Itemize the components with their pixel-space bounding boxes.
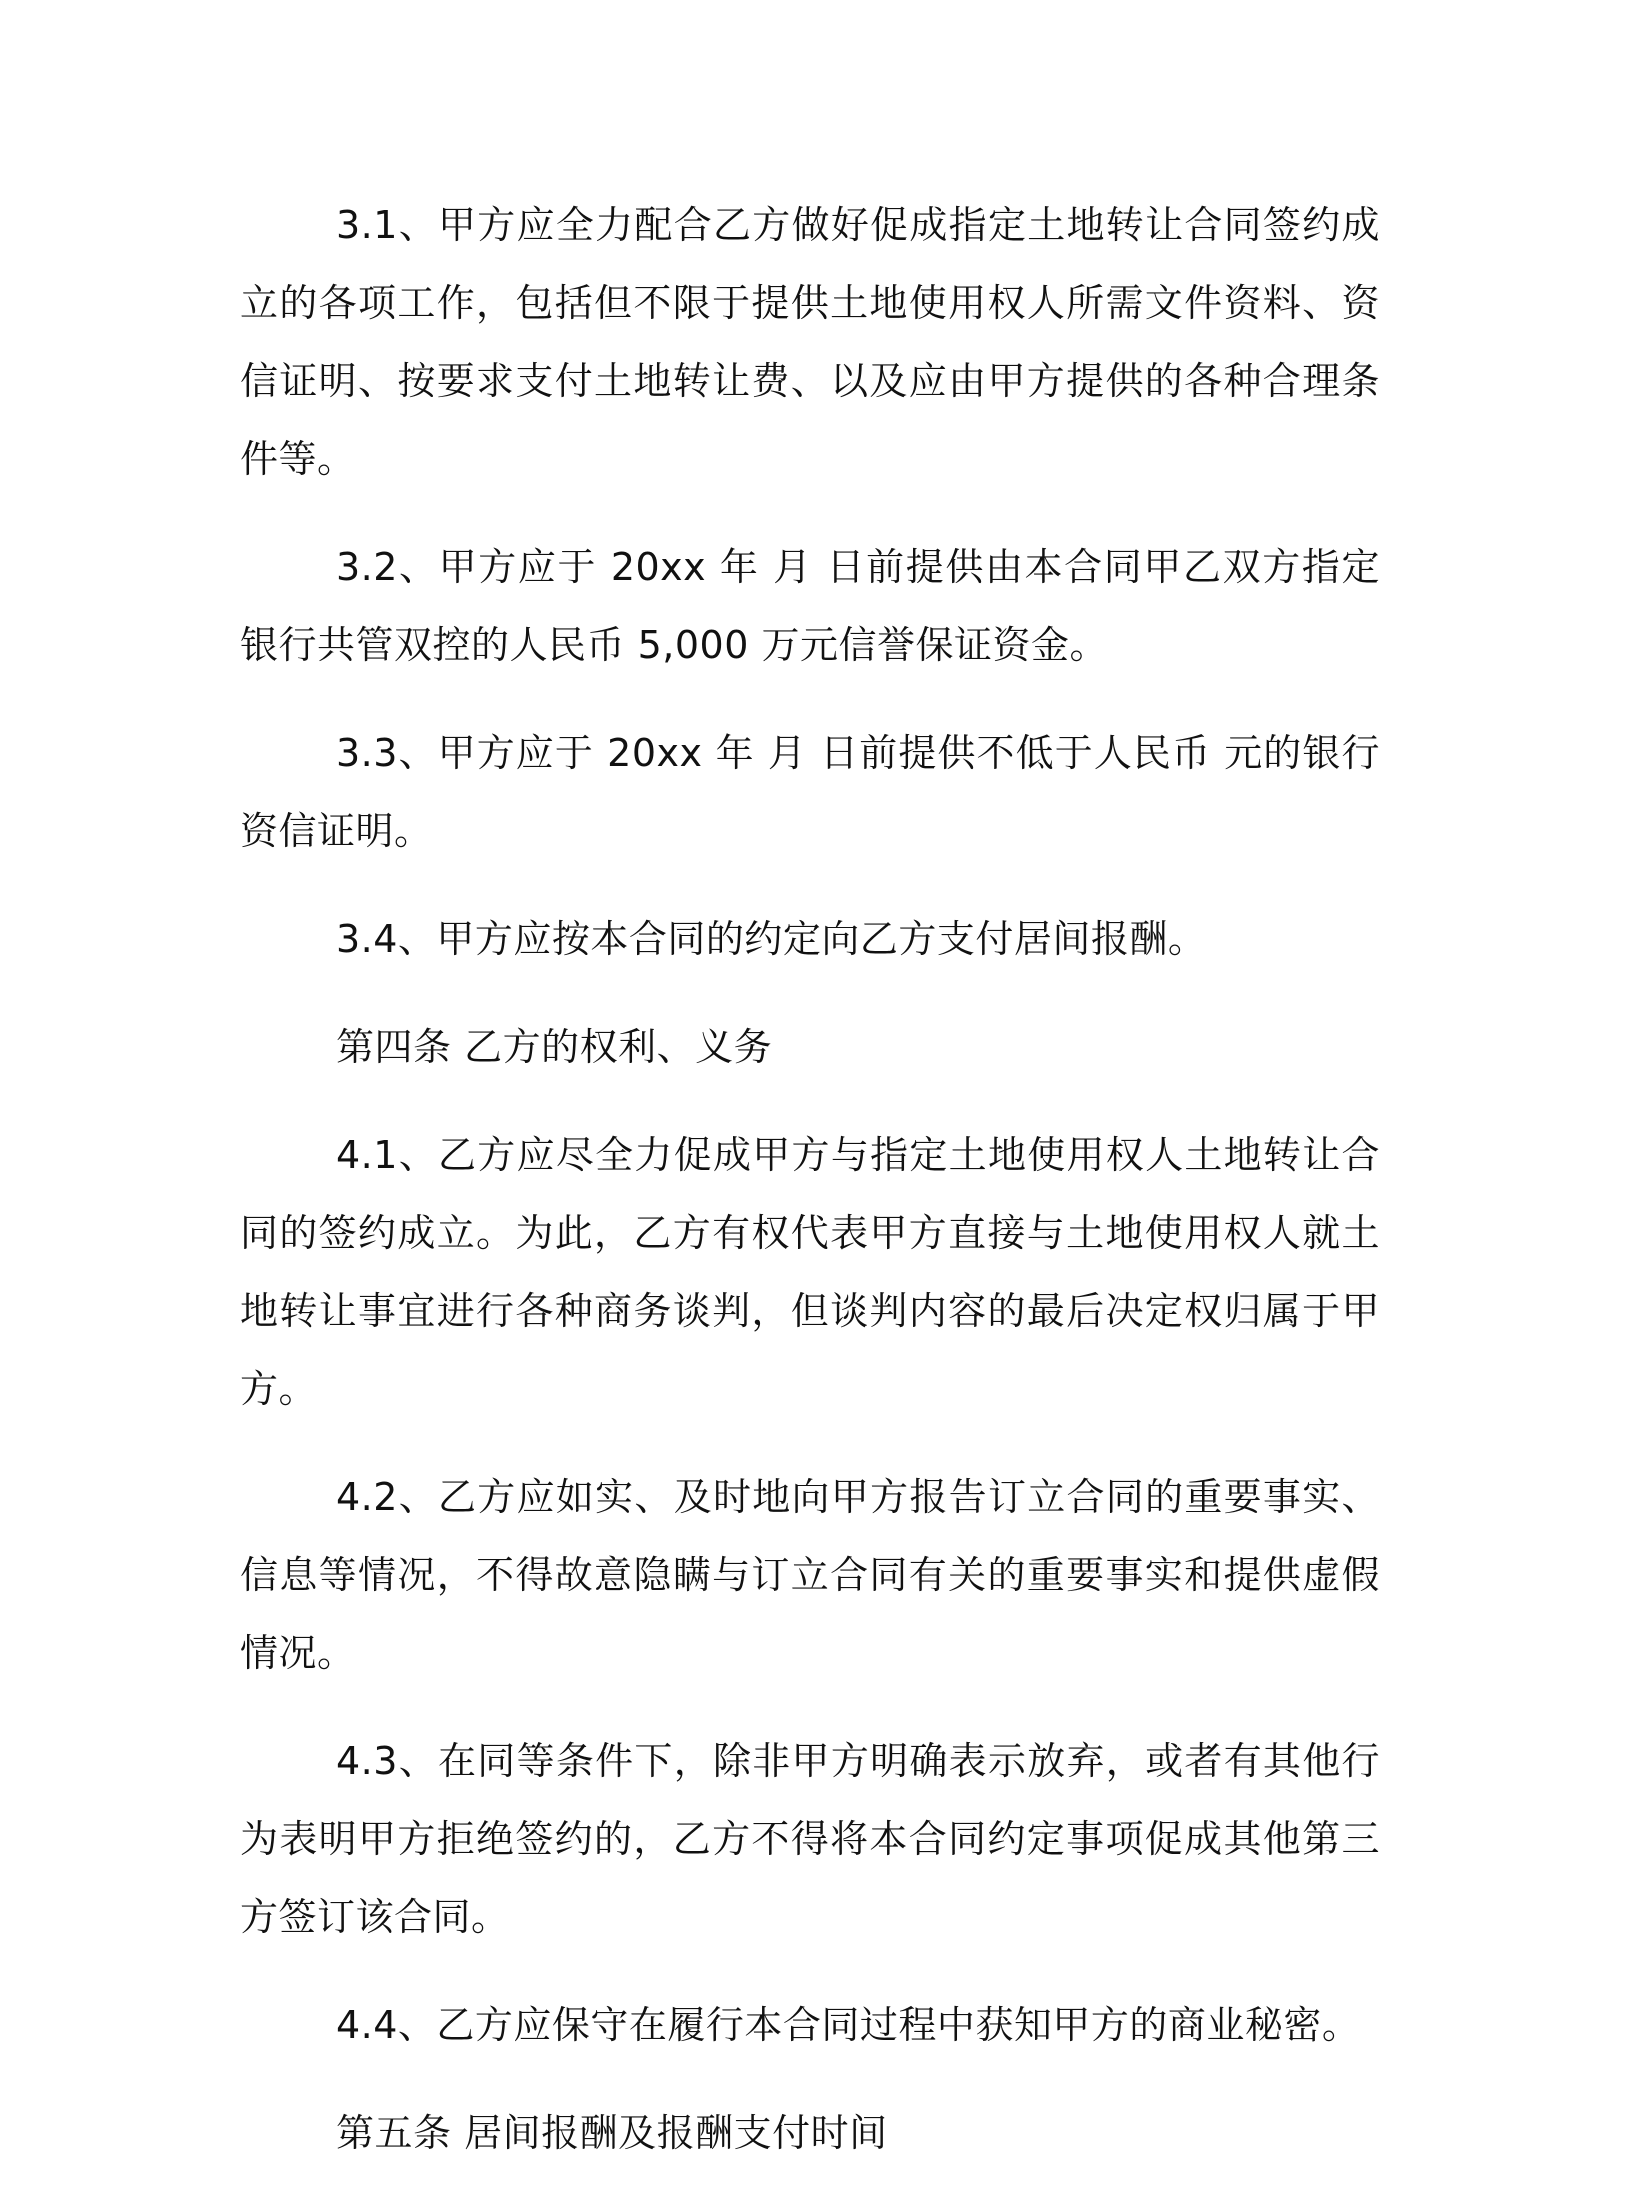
- article-4-heading: 第四条 乙方的权利、义务: [336, 1025, 773, 1069]
- clause-4-2: 4.2、乙方应如实、及时地向甲方报告订立合同的重要事实、信息等情况，不得故意隐瞒与订立合同有关的重要事实和提供虚假情况。: [240, 1475, 1380, 1675]
- clause-4-4: 4.4、乙方应保守在履行本合同过程中获知甲方的商业秘密。: [336, 2003, 1361, 2047]
- clause-4-3: 4.3、在同等条件下，除非甲方明确表示放弃，或者有其他行为表明甲方拒绝签约的，乙方不得将本合同约定事项促成其他第三方签订该合同。: [240, 1739, 1380, 1939]
- clause-3-1: 3.1、甲方应全力配合乙方做好促成指定土地转让合同签约成立的各项工作，包括但不限于提供土地使用权人所需文件资料、资信证明、按要求支付土地转让费、以及应由甲方提供的各种合理条件等。: [240, 203, 1380, 481]
- article-5-heading: 第五条 居间报酬及报酬支付时间: [336, 2111, 888, 2155]
- clause-4-1: 4.1、乙方应尽全力促成甲方与指定土地使用权人土地转让合同的签约成立。为此，乙方有权代表甲方直接与土地使用权人就土地转让事宜进行各种商务谈判，但谈判内容的最后决定权归属于甲方。: [240, 1133, 1380, 1411]
- document-body: [240, 186, 1380, 2202]
- clause-3-3: 3.3、甲方应于 20xx 年 月 日前提供不低于人民币 元的银行资信证明。: [240, 731, 1380, 853]
- clause-3-2: 3.2、甲方应于 20xx 年 月 日前提供由本合同甲乙双方指定银行共管双控的人民币 5,000 万元信誉保证资金。: [240, 545, 1380, 667]
- clause-3-4: 3.4、甲方应按本合同的约定向乙方支付居间报酬。: [336, 917, 1207, 961]
